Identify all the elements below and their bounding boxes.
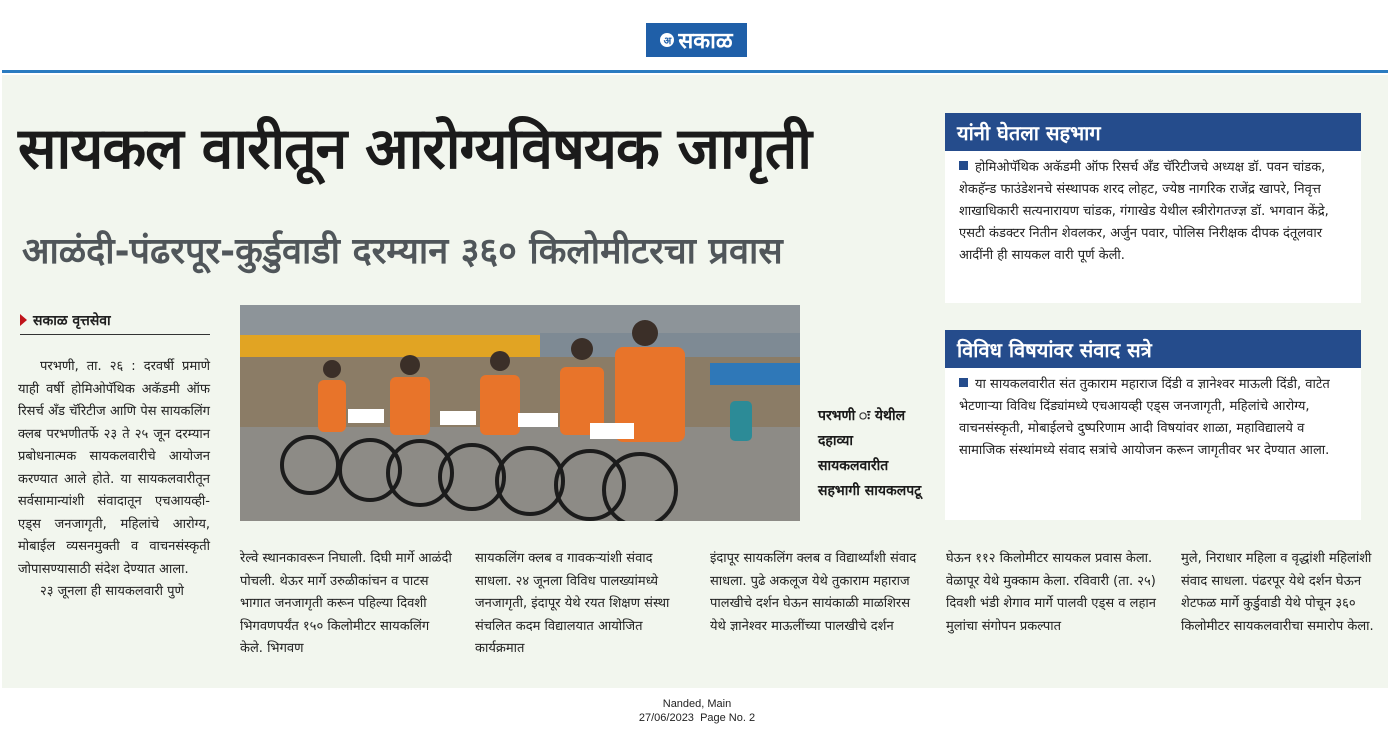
- sessions-text: या सायकलवारीत संत तुकाराम महाराज दिंडी व ज्ञानेश्वर माऊली दिंडी, वाटेत भेटणाऱ्या विविध दिंड्यांमध्ये एचआयव्ही एड्स जनजागृती, महिलांचे आरोग्य, वाचनसंस्कृती, मोबाईलचे दुष्परिणाम आदी विषयांवर शाळा, महाविद्यालये व सामाजिक संस्थांमध्ये संवाद सत्रांचे आयोजन करून जागृतीवर भर देण्यात आला.: [959, 377, 1330, 458]
- bullet-square-icon: [959, 161, 968, 170]
- byline-arrow-icon: [20, 314, 27, 326]
- logo-text: सकाळ: [678, 29, 733, 54]
- photo-caption: परभणी ः येथील दहाव्या सायकलवारीत सहभागी सायकलपटू: [818, 408, 922, 499]
- page-footer: [0, 697, 1394, 725]
- byline: [20, 306, 210, 335]
- logo-mark-icon: अ: [660, 33, 674, 47]
- cyclists-photo: [240, 305, 800, 521]
- participants-box-title: यांनी घेतला सहभाग: [945, 113, 1361, 151]
- date-page-line: [0, 711, 1394, 725]
- column-1-paragraph-1: परभणी, ता. २६ : दरवर्षी प्रमाणे याही वर्षी होमिओपॅथिक अकॅडमी ऑफ रिसर्च अँड चॅरिटीज आणि पेस सायकलिंग क्लब परभणीतर्फे २३ ते २५ जून दरम्यान प्रबोधनात्मक सायकलवारीचे आयोजन करण्यात आले होते. या सायकलवारीतून सर्वसामान्यांशी संवादातून एचआयव्ही- एड्स जनजागृती, महिलांचे आरोग्य, मोबाईल व्यसनमुक्ती व वाचनसंस्कृती जोपासण्यासाठी संदेश देण्यात आला.: [18, 359, 210, 577]
- bullet-square-icon: [959, 378, 968, 387]
- masthead: [0, 0, 1394, 70]
- sessions-box-title: विविध विषयांवर संवाद सत्रे: [945, 330, 1361, 368]
- participants-box-body: [945, 151, 1361, 267]
- article-column-2: रेल्वे स्थानकावरून निघाली. दिघी मार्गे आळंदी पोचली. थेऊर मार्गे उरुळीकांचन व पाटस भागात जनजागृती करून पहिल्या दिवशी भिगवणपर्यंत १५० किलोमीटर सायकलिंग केले. भिगवण: [240, 551, 452, 656]
- subheadline: आळंदी-पंढरपूर-कुर्डुवाडी दरम्यान ३६० किलोमीटरचा प्रवास: [22, 231, 783, 272]
- headline: सायकल वारीतून आरोग्यविषयक जागृती: [18, 116, 812, 182]
- edition-label: Nanded, Main: [662, 698, 732, 710]
- article-column-4: इंदापूर सायकलिंग क्लब व विद्यार्थ्यांशी संवाद साधला. पुढे अकलूज येथे तुकाराम महाराज पालखीचे दर्शन घेऊन सायंकाळी माळशिरस येथे ज्ञानेश्वर माऊलींच्या पालखीचे दर्शन: [710, 551, 917, 634]
- sidebar-box-sessions: [945, 330, 1361, 520]
- edition-date: 27/06/2023: [638, 712, 694, 724]
- column-1-paragraph-2: २३ जूनला ही सायकलवारी पुणे: [40, 584, 184, 599]
- page-number: Page No. 2: [700, 712, 756, 724]
- sakal-logo[interactable]: [646, 23, 747, 57]
- masthead-divider: [2, 70, 1388, 73]
- article-column-5: घेऊन ११२ किलोमीटर सायकल प्रवास केला. वेळापूर येथे मुक्काम केला. रविवारी (ता. २५) दिवशी भंडी शेगाव मार्गे पालवी एड्स व लहान मुलांचा संगोपन प्रकल्पात: [946, 551, 1156, 634]
- article-column-3: सायकलिंग क्लब व गावकऱ्यांशी संवाद साधला. २४ जूनला विविध पालख्यांमध्ये जनजागृती, इंदापूर येथे रयत शिक्षण संस्था संचलित कदम विद्यालयात आयोजित कार्यक्रमात: [475, 551, 670, 656]
- byline-text: सकाळ वृत्तसेवा: [33, 312, 111, 329]
- sessions-box-body: [945, 368, 1361, 462]
- article-column-1: [18, 356, 210, 604]
- sidebar-box-participants: [945, 113, 1361, 303]
- article-column-6: मुले, निराधार महिला व वृद्धांशी महिलांशी संवाद साधला. पंढरपूर येथे दर्शन घेऊन शेटफळ मार्गे कुर्डुवाडी येथे पोचून ३६० किलोमीटर सायकलवारीचा समारोप केला.: [1181, 551, 1374, 634]
- cyclists-photo-illustration: [240, 305, 800, 521]
- participants-text: होमिओपॅथिक अकॅडमी ऑफ रिसर्च अँड चॅरिटीजचे अध्यक्ष डॉ. पवन चांडक, शेकहॅन्ड फाउंडेशनचे संस्थापक शरद लोहट, ज्येष्ठ नागरिक राजेंद्र खापरे, निवृत्त शाखाधिकारी सत्यनारायण चांडक, गंगाखेड येथील स्त्रीरोगतज्ज्ञ डॉ. भगवान केंद्रे, एसटी कंडक्टर नितीन शेवलकर, अर्जुन पवार, पोलिस निरीक्षक दीपक दंतूलवार आदींनी ही सायकल वारी पूर्ण केली.: [959, 160, 1329, 263]
